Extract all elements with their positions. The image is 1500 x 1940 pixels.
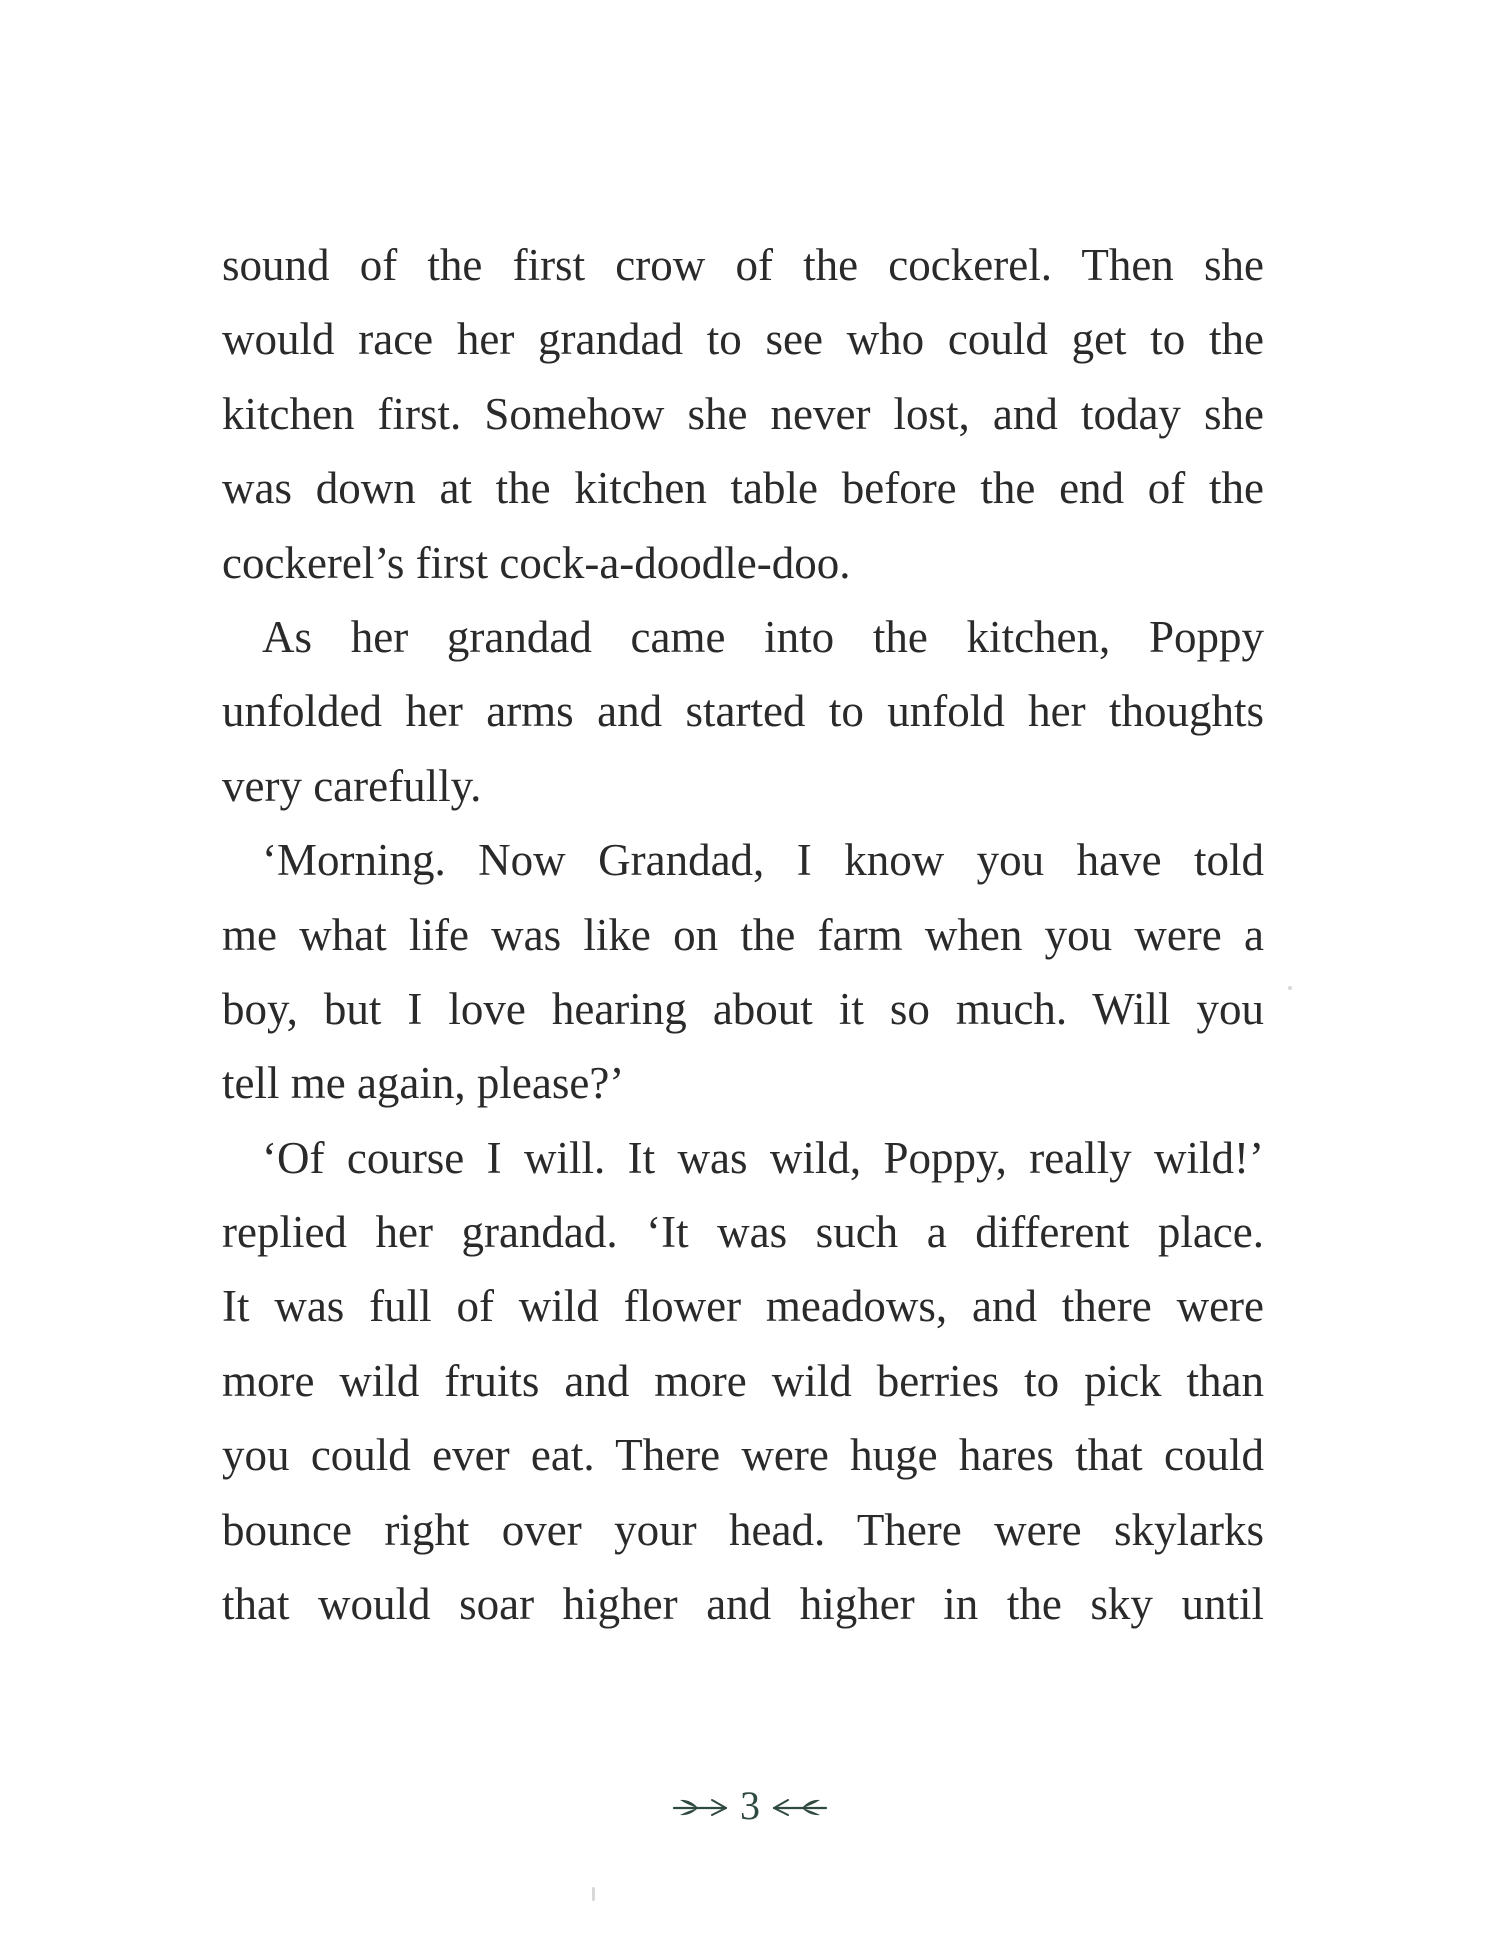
text-line: more wild fruits and more wild berries to pick than xyxy=(222,1355,1264,1406)
text-line: replied her grandad. ‘It was such a different place. xyxy=(222,1207,1264,1258)
text-line: sound of the first crow of the cockerel. Then she xyxy=(222,240,1264,290)
text-line: boy, but I love hearing about it so much. Will you xyxy=(222,983,1264,1034)
text-line: me what life was like on the farm when you were a xyxy=(222,909,1264,960)
paper-speck xyxy=(1288,986,1292,990)
text-line: you could ever eat. There were huge hares that could xyxy=(222,1430,1264,1481)
right-sprig-icon xyxy=(770,1791,828,1821)
text-line: unfolded her arms and started to unfold her thoughts xyxy=(222,686,1264,737)
text-line: that would soar higher and higher in the sky until xyxy=(222,1579,1264,1630)
text-line: very carefully. xyxy=(222,760,482,811)
text-line: It was full of wild flower meadows, and there were xyxy=(222,1281,1264,1332)
text-line: cockerel’s first cock-a-doodle-doo. xyxy=(222,537,851,588)
text-line: was down at the kitchen table before the end of the xyxy=(222,463,1264,514)
paragraph-start-line: ‘Morning. Now Grandad, I know you have told xyxy=(262,835,1264,886)
body-text xyxy=(222,228,1264,1641)
text-line: bounce right over your head. There were skylarks xyxy=(222,1504,1264,1555)
page-number-ornament xyxy=(0,1776,1500,1836)
paper-speck xyxy=(592,1887,595,1901)
text-line: kitchen first. Somehow she never lost, and today she xyxy=(222,388,1264,439)
text-line: would race her grandad to see who could get to the xyxy=(222,314,1264,365)
left-sprig-icon xyxy=(672,1791,730,1821)
text-line: tell me again, please?’ xyxy=(222,1058,625,1109)
paragraph-start-line: ‘Of course I will. It was wild, Poppy, really wild!’ xyxy=(262,1132,1264,1183)
paragraph-start-line: As her grandad came into the kitchen, Poppy xyxy=(262,611,1264,662)
page-number: 3 xyxy=(740,1783,760,1828)
